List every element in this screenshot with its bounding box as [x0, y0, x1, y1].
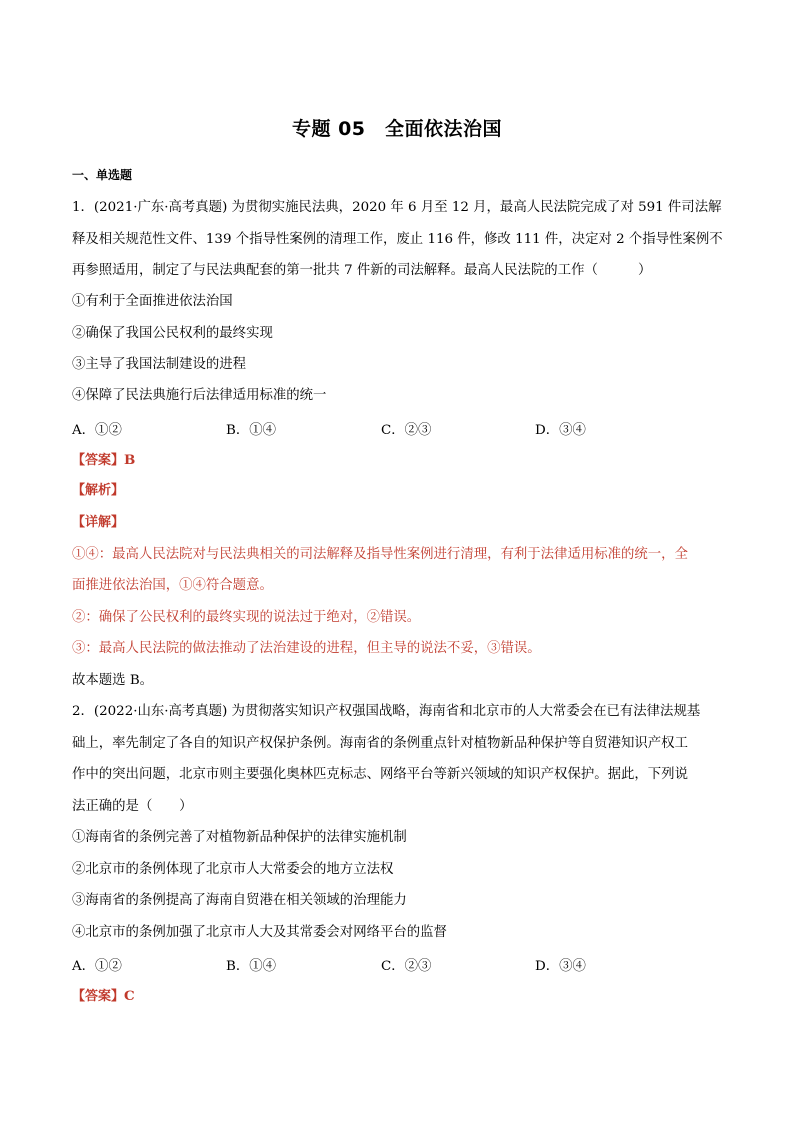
- answer-label: 【答案】: [72, 453, 125, 468]
- q1-detail-line: ②：确保了公民权利的最终实现的说法过于绝对，②错误。: [72, 610, 421, 625]
- q2-stem-line: 2．(2022·山东·高考真题) 为贯彻落实知识产权强国战略，海南省和北京市的人大常委会在已有法律法规基: [72, 704, 701, 719]
- section-heading: 一、单选题: [72, 168, 133, 182]
- q1-answer: [72, 451, 135, 470]
- answer-value: C: [124, 988, 135, 1004]
- q2-option-a: A．①②: [72, 959, 122, 974]
- q1-statement: ②确保了我国公民权利的最终实现: [72, 326, 273, 341]
- q1-detail-line: ③：最高人民法院的做法推动了法治建设的进程，但主导的说法不妥，③错误。: [72, 641, 541, 656]
- q2-statement: ③海南省的条例提高了海南自贸港在相关领域的治理能力: [72, 893, 407, 908]
- q1-detail-line: 面推进依法治国，①④符合题意。: [72, 578, 273, 593]
- answer-label: 【答案】: [72, 989, 125, 1004]
- q2-statement: ④北京市的条例加强了北京市人大及其常委会对网络平台的监督: [72, 925, 447, 940]
- answer-value: B: [124, 452, 136, 468]
- q1-stem-line: 再参照适用，制定了与民法典配套的第一批共 7 件新的司法解释。最高人民法院的工作（ ）: [72, 263, 652, 278]
- q2-option-c: C．②③: [381, 959, 432, 974]
- analysis-label: 【解析】: [72, 483, 125, 498]
- q2-stem-line: 础上，率先制定了各自的知识产权保护条例。海南省的条例重点针对植物新品种保护等自贸港知识产权工: [72, 736, 688, 751]
- q1-statement: ①有利于全面推进依法治国: [72, 294, 233, 309]
- q2-stem-line: 法正确的是（ ）: [72, 799, 193, 814]
- q2-statement: ②北京市的条例体现了北京市人大常委会的地方立法权: [72, 862, 394, 877]
- q2-answer: [72, 987, 135, 1006]
- q2-statement: ①海南省的条例完善了对植物新品种保护的法律实施机制: [72, 830, 407, 845]
- q1-option-b: B．①④: [226, 423, 277, 438]
- q1-detail-heading: [72, 514, 124, 532]
- q1-option-c: C．②③: [381, 423, 432, 438]
- q1-detail-line: ①④：最高人民法院对与民法典相关的司法解释及指导性案例进行清理，有利于法律适用标准的统一，全: [72, 547, 688, 562]
- q2-option-d: D．③④: [535, 959, 586, 974]
- q1-option-a: A．①②: [72, 423, 122, 438]
- detail-label: 【详解】: [72, 515, 125, 530]
- q2-stem-line: 作中的突出问题，北京市则主要强化奥林匹克标志、网络平台等新兴领域的知识产权保护。据此，下列说: [72, 767, 688, 782]
- q1-stem-line: 1．(2021·广东·高考真题) 为贯彻实施民法典，2020 年 6 月至 12 月，最高人民法院完成了对 591 件司法解: [72, 200, 722, 215]
- q1-option-d: D．③④: [535, 423, 586, 438]
- q1-conclusion: 故本题选 B。: [72, 673, 154, 688]
- page-title: 专题 05 全面依法治国: [291, 118, 503, 140]
- q2-option-b: B．①④: [226, 959, 277, 974]
- q1-analysis: [72, 482, 124, 500]
- q1-statement: ④保障了民法典施行后法律适用标准的统一: [72, 388, 327, 403]
- q1-statement: ③主导了我国法制建设的进程: [72, 357, 247, 372]
- q1-stem-line: 释及相关规范性文件、139 个指导性案例的清理工作，废止 116 件，修改 111 件，决定对 2 个指导性案例不: [72, 232, 723, 247]
